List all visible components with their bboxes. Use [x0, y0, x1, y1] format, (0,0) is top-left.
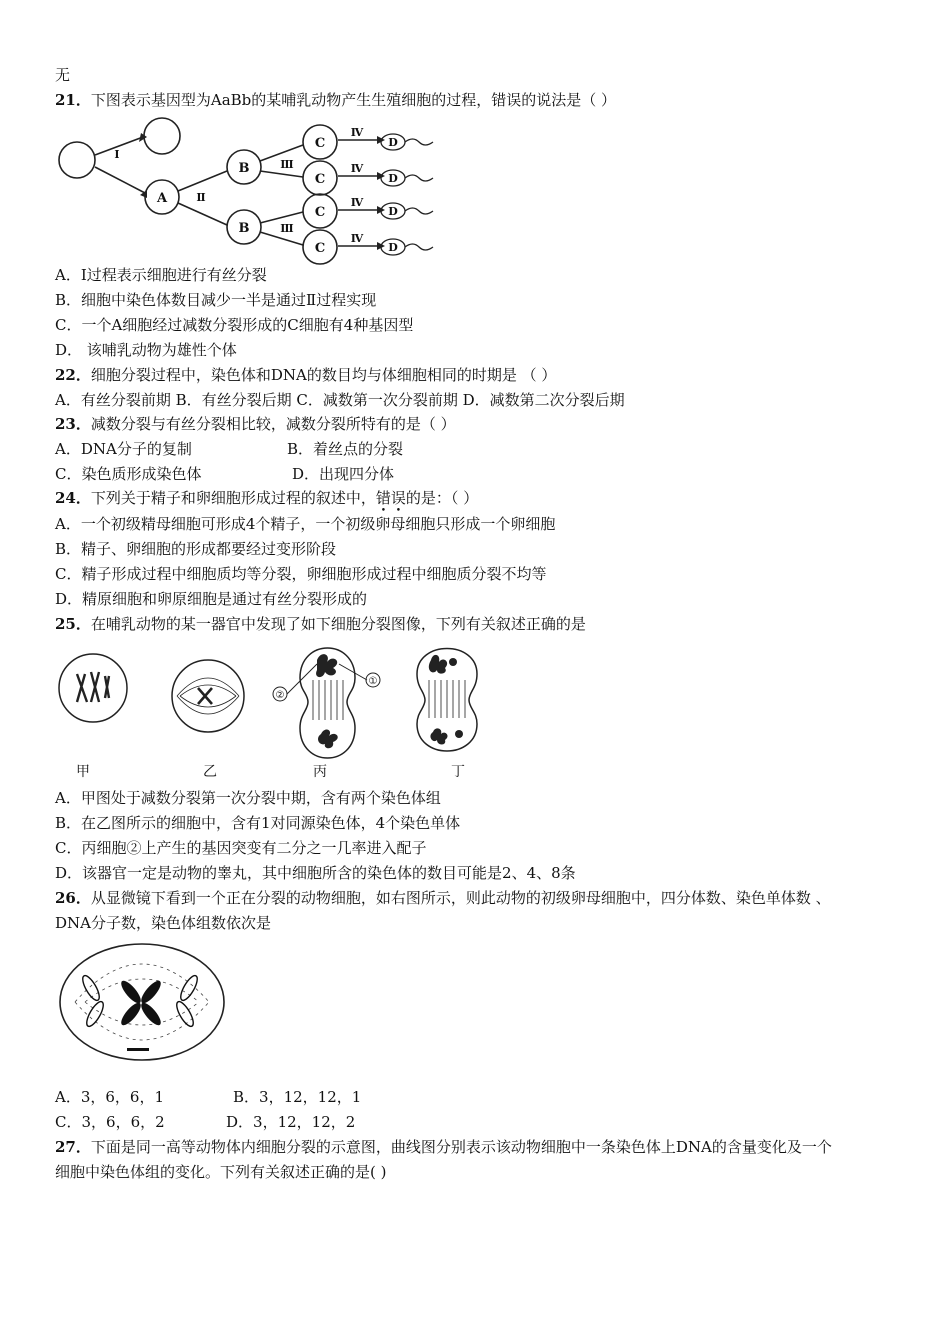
q21-option-d: D． 该哺乳动物为雄性个体: [55, 341, 237, 359]
q24-option-d: D．精原细胞和卵原细胞是通过有丝分裂形成的: [55, 590, 368, 608]
cell-start: [59, 142, 95, 178]
q25-figure: [55, 638, 495, 783]
label-iv-4: Ⅳ: [350, 232, 364, 245]
q27-stem-1: [55, 1137, 832, 1157]
label-iv-1: Ⅳ: [350, 126, 364, 139]
label-c3: C: [314, 205, 326, 220]
q25-option-d: D．该器官一定是动物的睾丸，其中细胞所含的染色体的数目可能是2、4、8条: [55, 864, 576, 882]
q21-stem: [55, 90, 616, 110]
q23-text: 减数分裂与有丝分裂相比较，减数分裂所特有的是（ ）: [90, 415, 456, 433]
q23-option-a: A．DNA分子的复制: [55, 440, 192, 458]
q24-text-post: 的是：（ ）: [405, 489, 479, 507]
q26-number: 26．: [55, 889, 91, 907]
label-d2: D: [388, 172, 398, 185]
q22-stem: [55, 365, 556, 385]
q25-mark-2: ②: [275, 690, 285, 701]
q23-option-c: C．染色质形成染色体: [55, 465, 202, 483]
label-iii-2: Ⅲ: [280, 222, 294, 235]
label-iii-1: Ⅲ: [280, 158, 294, 171]
label-b1: B: [238, 161, 250, 176]
top-text: 无: [55, 66, 71, 84]
q22-options: A．有丝分裂前期 B．有丝分裂后期 C．减数第一次分裂前期 D．减数第二次分裂后期: [55, 391, 625, 409]
q24-option-a: A．一个初级精母细胞可形成4个精子，一个初级卵母细胞只形成一个卵细胞: [55, 515, 556, 533]
label-bing: 丙: [313, 764, 327, 780]
q22-number: 22．: [55, 366, 91, 384]
label-ii: Ⅱ: [196, 191, 206, 204]
q21-number: 21．: [55, 91, 91, 109]
q24-option-c: C．精子形成过程中细胞质均等分裂，卵细胞形成过程中细胞质分裂不均等: [55, 565, 547, 583]
label-c4: C: [314, 241, 326, 256]
label-d4: D: [388, 241, 398, 254]
q24-number: 24．: [55, 489, 91, 507]
q26-option-a: A．3，6，6，1: [55, 1088, 165, 1106]
label-i: Ⅰ: [114, 148, 120, 161]
q26-stem-1: [55, 888, 831, 908]
q23-option-b: B．着丝点的分裂: [287, 440, 404, 458]
label-d3: D: [388, 205, 398, 218]
q24-text-pre: 下列关于精子和卵细胞形成过程的叙述中，: [90, 489, 376, 507]
q24-emphasis-2: 误: [390, 489, 406, 507]
label-b2: B: [238, 221, 250, 236]
q21-option-c: C．一个A细胞经过减数分裂形成的C细胞有4种基因型: [55, 316, 414, 334]
cell-top: [144, 118, 180, 154]
q26-text-1: 从显微镜下看到一个正在分裂的动物细胞，如右图所示，则此动物的初级卵母细胞中，四分体数、染色单体数 、: [90, 889, 831, 907]
q25-option-a: A．甲图处于减数分裂第一次分裂中期，含有两个染色体组: [55, 789, 441, 807]
label-c2: C: [314, 172, 326, 187]
q25-option-b: B．在乙图所示的细胞中，含有1对同源染色体，4个染色单体: [55, 814, 461, 832]
q27-text-1: 下面是同一高等动物体内细胞分裂的示意图，曲线图分别表示该动物细胞中一条染色体上DNA的含量变化及一个: [90, 1138, 832, 1156]
q21-option-a: A．Ⅰ过程表示细胞进行有丝分裂: [55, 266, 267, 284]
q23-number: 23．: [55, 415, 91, 433]
label-c1: C: [314, 136, 326, 151]
q26-option-d: D．3，12，12，2: [226, 1113, 356, 1131]
arrow-group: [338, 140, 377, 246]
label-a: A: [156, 191, 168, 206]
q24-option-b: B．精子、卵细胞的形成都要经过变形阶段: [55, 540, 337, 558]
q27-stem-2: 细胞中染色体组的变化。下列有关叙述正确的是( ): [55, 1163, 387, 1181]
q21-option-b: B．细胞中染色体数目减少一半是通过Ⅱ过程实现: [55, 291, 377, 309]
q26-figure: [55, 936, 230, 1066]
q21-text: 下图表示基因型为AaBb的某哺乳动物产生生殖细胞的过程，错误的说法是（ ）: [90, 91, 617, 109]
q21-diagram: [55, 115, 440, 265]
q22-text: 细胞分裂过程中，染色体和DNA的数目均与体细胞相同的时期是 （ ）: [90, 366, 557, 384]
label-iv-3: Ⅳ: [350, 196, 364, 209]
q25-option-c: C．丙细胞②上产生的基因突变有二分之一几率进入配子: [55, 839, 427, 857]
q25-stem: [55, 614, 586, 634]
cell-jia: [59, 654, 127, 722]
q24-stem: [55, 488, 478, 508]
q27-number: 27．: [55, 1138, 91, 1156]
label-yi: 乙: [203, 764, 217, 780]
q26-stem-2: DNA分子数，染色体组数依次是: [55, 914, 271, 932]
cell-yi: [172, 660, 244, 732]
label-ding: 丁: [451, 764, 465, 780]
q25-text: 在哺乳动物的某一器官中发现了如下细胞分裂图像，下列有关叙述正确的是: [90, 615, 586, 633]
q23-option-d: D．出现四分体: [292, 465, 395, 483]
q26-option-c: C．3，6，6，2: [55, 1113, 165, 1131]
q25-number: 25．: [55, 615, 91, 633]
label-jia: 甲: [76, 764, 90, 780]
q25-mark-1: ①: [368, 676, 378, 687]
q26-option-b: B．3，12，12，1: [233, 1088, 362, 1106]
label-d1: D: [388, 136, 398, 149]
q24-emphasis-1: 错: [375, 489, 391, 507]
q23-stem: [55, 414, 456, 434]
label-iv-2: Ⅳ: [350, 162, 364, 175]
